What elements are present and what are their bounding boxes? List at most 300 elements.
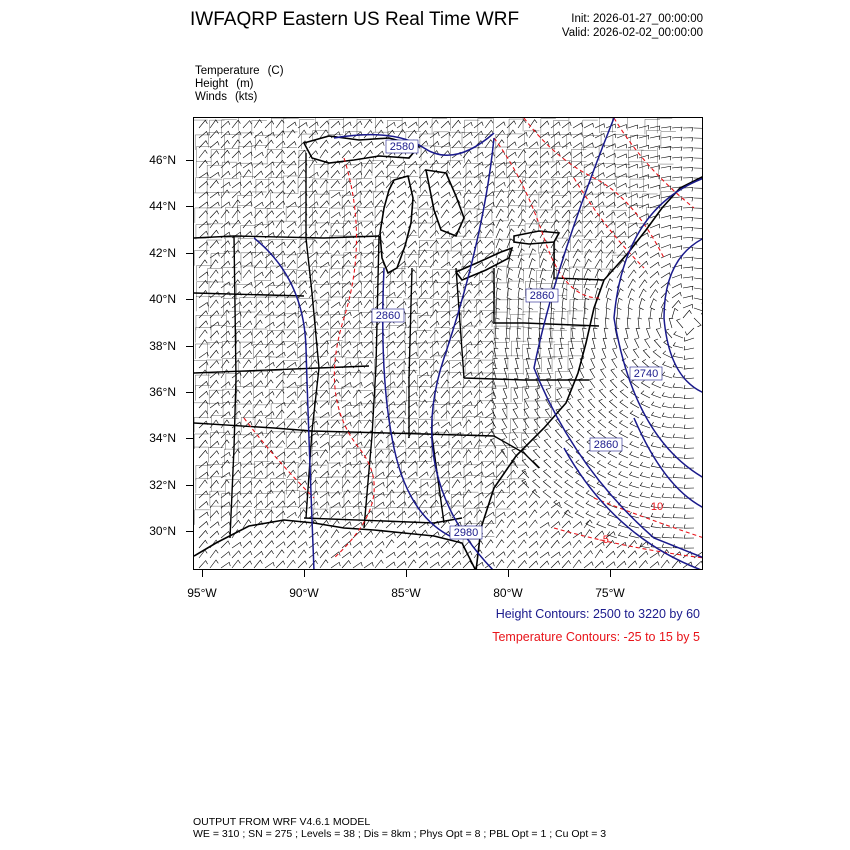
wind-barb [661, 225, 671, 229]
wind-barb [628, 289, 635, 298]
wind-barb [364, 551, 373, 558]
wind-barb [562, 191, 571, 198]
height-contour-label: 2980 [453, 527, 479, 539]
wind-barb [540, 171, 549, 178]
wind-barb [265, 531, 274, 538]
wind-barb [474, 290, 482, 298]
wind-barb [210, 142, 219, 149]
wind-barb [507, 219, 514, 228]
county-line [301, 207, 316, 222]
wind-barb [643, 349, 650, 358]
wind-barb [516, 348, 520, 358]
wind-barb [485, 182, 494, 188]
wind-barb [496, 288, 501, 298]
wind-barb [254, 320, 262, 328]
wind-barb [397, 291, 406, 298]
county-line [554, 135, 569, 150]
wind-barb [331, 121, 340, 128]
wind-barb [650, 290, 658, 298]
wind-barb [287, 370, 295, 378]
wind-barb [672, 207, 682, 211]
wind-barb [397, 420, 406, 428]
wind-barb [287, 202, 296, 208]
wind-barb [265, 190, 273, 198]
wind-barb [441, 250, 449, 258]
wind-barb [593, 328, 597, 338]
wind-barb [441, 441, 450, 448]
wind-barb [276, 390, 284, 398]
wind-barb [441, 451, 450, 458]
wind-barb [353, 551, 362, 558]
lat-label: 42°N [149, 246, 176, 260]
wind-barb [507, 142, 516, 148]
wind-barb [529, 531, 538, 538]
wind-barb [276, 472, 285, 478]
wind-barb [595, 259, 603, 268]
wind-barb [232, 232, 241, 238]
lat-tick [186, 160, 193, 161]
wind-barb [514, 399, 519, 409]
wind-barb [650, 185, 660, 189]
county-line [360, 237, 375, 252]
wind-barb [605, 318, 609, 328]
county-line [522, 206, 537, 221]
wind-barb [353, 272, 362, 278]
county-line [509, 206, 524, 221]
wind-barb [606, 288, 612, 298]
wind-barb [540, 278, 546, 288]
wind-barb [525, 389, 529, 399]
wind-barb [342, 552, 351, 558]
wind-barb [254, 462, 263, 468]
wind-barb [661, 264, 671, 269]
wind-barb [375, 512, 384, 518]
county-line [464, 465, 479, 480]
wind-barb [419, 190, 427, 198]
county-line [210, 491, 225, 506]
wind-barb [331, 260, 340, 268]
county-line [494, 178, 509, 193]
wind-barb [573, 152, 582, 158]
wind-barb [199, 540, 207, 548]
wind-barb [684, 425, 694, 429]
wind-barb [584, 230, 592, 238]
county-line [661, 132, 676, 147]
wind-barb [496, 308, 500, 318]
wind-barb [684, 505, 694, 509]
wind-barb [694, 278, 703, 283]
county-line [552, 330, 567, 345]
wind-barb [353, 420, 361, 428]
wind-barb [287, 222, 296, 228]
wind-barb [672, 284, 682, 288]
wind-barb [502, 409, 507, 419]
wind-barb [673, 504, 683, 508]
wind-barb [641, 391, 650, 398]
wind-barb [496, 461, 505, 468]
wind-barb [320, 450, 328, 458]
county-line [480, 225, 495, 240]
wind-barb [572, 328, 576, 338]
county-line [492, 206, 507, 221]
wind-barb [603, 338, 607, 348]
wind-barb [342, 390, 351, 398]
wind-barb [628, 194, 638, 198]
wind-barb [617, 154, 627, 158]
wind-barb [320, 121, 329, 128]
wind-barb [353, 162, 362, 168]
wind-barb [375, 431, 384, 438]
wind-barb [287, 211, 296, 218]
wind-barb [287, 142, 296, 149]
wind-barb [342, 470, 350, 478]
wind-barb [661, 186, 671, 190]
wind-barb [645, 339, 650, 348]
wind-barb [507, 121, 516, 128]
legend-field-unit: (m) [236, 78, 254, 90]
lon-tick [304, 570, 305, 577]
wind-barb [672, 560, 681, 568]
wind-barb [353, 350, 362, 358]
wind-barb [518, 200, 526, 208]
wind-barb [518, 150, 526, 158]
wind-barb [551, 142, 560, 148]
wind-barb [254, 411, 263, 418]
wind-barb [276, 511, 285, 518]
wind-barb [662, 433, 672, 438]
county-line [194, 193, 207, 208]
wind-barb [331, 171, 340, 179]
wind-barb [540, 523, 549, 529]
wind-barb [375, 200, 383, 208]
county-line [300, 508, 315, 523]
wind-barb [630, 431, 639, 438]
wind-barb [672, 301, 681, 309]
county-line [645, 119, 660, 134]
wind-barb [265, 140, 273, 148]
county-line [313, 344, 328, 359]
wind-barb [551, 308, 555, 318]
wind-barb [243, 220, 252, 228]
county-line [268, 492, 283, 507]
wind-barb [694, 138, 703, 142]
county-line [252, 446, 267, 461]
wind-barb [518, 259, 524, 269]
county-line [194, 447, 209, 462]
wind-barb [518, 249, 525, 258]
wind-barb [592, 349, 596, 359]
wind-barb [610, 389, 617, 398]
wind-barb [529, 551, 538, 558]
wind-barb [375, 440, 383, 448]
wind-barb [287, 451, 296, 458]
wind-barb [474, 351, 483, 358]
county-line [207, 403, 222, 418]
wind-barb [331, 311, 340, 318]
wind-barb [573, 269, 580, 278]
wind-barb [545, 429, 551, 438]
wind-barb [517, 328, 521, 338]
wind-barb [528, 328, 532, 338]
county-line [449, 478, 464, 493]
wind-barb [673, 353, 683, 358]
wind-barb [554, 470, 562, 478]
county-line [570, 300, 585, 315]
wind-barb [430, 360, 439, 368]
wind-barb [375, 182, 384, 188]
wind-barb [662, 453, 672, 458]
wind-barb [221, 210, 229, 218]
wind-barb [331, 420, 340, 428]
county-line [375, 433, 390, 448]
county-line [268, 297, 283, 312]
county-line [255, 208, 270, 223]
wind-barb [199, 391, 208, 398]
wind-barb [364, 360, 372, 368]
wind-barb [441, 541, 450, 548]
wind-barb [651, 412, 661, 418]
wind-barb [298, 390, 306, 398]
wind-barb [608, 481, 617, 488]
wind-barb [485, 281, 494, 288]
county-line [540, 342, 555, 357]
wind-barb [677, 319, 683, 328]
county-line [241, 464, 256, 479]
wind-barb [463, 360, 472, 368]
wind-barb [221, 512, 230, 518]
county-line [240, 312, 255, 327]
wind-barb [540, 530, 548, 538]
wind-barb [628, 308, 633, 318]
wind-barb [494, 358, 498, 368]
wind-barb [243, 270, 251, 278]
county-line [330, 446, 345, 461]
wind-barb [584, 288, 590, 298]
wind-barb [397, 542, 406, 548]
wind-barb [210, 361, 219, 368]
wind-barb [463, 251, 472, 258]
wind-barb [353, 321, 362, 328]
county-line [196, 315, 211, 330]
wind-barb [561, 328, 565, 338]
wind-barb [287, 441, 296, 448]
wind-barb [639, 165, 649, 169]
wind-barb [684, 485, 694, 489]
county-line [569, 251, 584, 266]
wind-barb [419, 482, 428, 488]
wind-barb [375, 560, 383, 568]
wind-barb [210, 151, 219, 158]
init-time: Init: 2026-01-27_00:00:00 [571, 13, 703, 25]
wind-barb [254, 120, 262, 128]
county-line [405, 327, 420, 342]
county-line [301, 446, 316, 461]
wind-barb [684, 455, 694, 459]
wind-barb [650, 262, 659, 268]
county-line [240, 298, 255, 313]
wind-barb [463, 211, 472, 218]
county-line [598, 193, 613, 208]
wind-barb [673, 434, 683, 438]
wind-barb [221, 480, 229, 488]
wind-barb [408, 170, 416, 178]
wind-barb [565, 490, 573, 498]
wind-barb [320, 391, 329, 399]
wind-barb [232, 200, 240, 208]
wind-barb [529, 308, 533, 318]
wind-barb [353, 121, 362, 128]
wind-barb [276, 331, 285, 338]
wind-barb [430, 511, 439, 518]
wind-barb [628, 184, 638, 188]
wind-barb [320, 372, 329, 378]
wind-barb [485, 412, 494, 418]
wind-barb [463, 490, 471, 498]
wind-barb [254, 480, 262, 488]
wind-barb [199, 192, 208, 198]
wind-barb [254, 202, 263, 208]
wind-barb [232, 312, 241, 318]
wind-barb [232, 241, 241, 248]
county-line [433, 270, 448, 285]
wind-barb [485, 381, 494, 388]
wind-barb [662, 463, 672, 468]
wind-barb [276, 372, 285, 378]
county-line [195, 510, 210, 525]
wind-barb [540, 181, 549, 188]
wind-barb [309, 392, 318, 399]
wind-barb [683, 208, 693, 212]
wind-barb [684, 435, 694, 439]
wind-barb [430, 132, 439, 138]
wind-barb [672, 157, 682, 161]
wind-barb [221, 391, 230, 398]
wind-barb [496, 199, 504, 208]
county-line [208, 133, 223, 148]
wind-barb [474, 412, 483, 418]
county-line [346, 448, 361, 463]
wind-barb [604, 328, 608, 338]
wind-barb [276, 561, 285, 568]
wind-barb [221, 150, 230, 158]
wind-barb [408, 331, 417, 338]
wind-barb [463, 450, 471, 458]
wind-barb [554, 490, 562, 498]
wind-barb [309, 512, 318, 518]
wind-barb [595, 134, 605, 139]
wind-barb [694, 198, 703, 202]
wind-barb [673, 414, 683, 418]
wind-barb [364, 212, 373, 218]
wind-barb [430, 272, 439, 278]
wind-barb [463, 342, 472, 348]
wind-barb [408, 320, 416, 328]
wind-barb [529, 142, 538, 148]
wind-barb [265, 490, 273, 498]
wind-barb [463, 241, 472, 248]
wind-barb [221, 222, 230, 228]
wind-barb [600, 379, 606, 388]
wind-barb [630, 411, 639, 418]
wind-barb [584, 562, 593, 568]
wind-barb [221, 140, 230, 148]
wind-barb [265, 370, 273, 378]
county-line [357, 207, 372, 222]
wind-barb [221, 232, 230, 238]
wind-barb [408, 261, 417, 268]
county-line [328, 162, 343, 177]
wind-barb [320, 332, 329, 338]
county-line [342, 342, 357, 357]
county-line [237, 506, 252, 521]
wind-barb [507, 190, 515, 198]
wind-barb [617, 222, 626, 228]
wind-barb [555, 429, 562, 438]
wind-barb [684, 415, 694, 419]
wind-barb [254, 551, 263, 558]
legend-height [195, 78, 254, 90]
wind-barb [496, 268, 502, 278]
wind-barb [419, 561, 428, 568]
wind-barb [353, 502, 362, 509]
wind-barb [331, 240, 339, 248]
wind-barb [243, 321, 252, 328]
wind-barb [353, 210, 361, 218]
wind-barb [287, 541, 296, 548]
county-line [209, 447, 224, 462]
wind-barb [684, 356, 694, 360]
wind-barb [577, 409, 584, 418]
wind-barb [529, 510, 537, 518]
wind-barb [232, 441, 241, 448]
wind-barb [506, 338, 510, 348]
county-line [541, 180, 556, 195]
wind-barb [408, 122, 417, 128]
wind-barb [496, 298, 500, 308]
wind-barb [570, 348, 574, 358]
county-line [357, 343, 372, 358]
wind-barb [662, 514, 672, 519]
wind-barb [265, 282, 274, 288]
wind-barb [474, 190, 482, 198]
wind-barb [199, 450, 208, 458]
wind-barb [684, 514, 694, 518]
wind-barb [639, 289, 646, 298]
wind-barb [496, 162, 505, 168]
wind-barb [221, 182, 230, 188]
wind-barb [243, 262, 252, 268]
wind-barb [375, 400, 383, 408]
county-line [451, 236, 466, 251]
wind-barb [342, 200, 350, 208]
wind-barb [606, 241, 615, 248]
wind-barb [452, 130, 460, 138]
wind-barb [199, 472, 208, 478]
wind-barb [492, 389, 496, 399]
wind-barb [320, 460, 328, 468]
county-line [284, 314, 299, 329]
wind-barb [419, 361, 428, 368]
wind-barb [287, 560, 295, 568]
wind-barb [243, 452, 252, 459]
county-line [631, 135, 646, 150]
wind-barb [254, 192, 263, 199]
wind-barb [199, 522, 208, 529]
county-line [584, 135, 599, 150]
wind-barb [628, 164, 638, 168]
wind-barb [221, 473, 230, 479]
wind-barb [662, 423, 672, 428]
